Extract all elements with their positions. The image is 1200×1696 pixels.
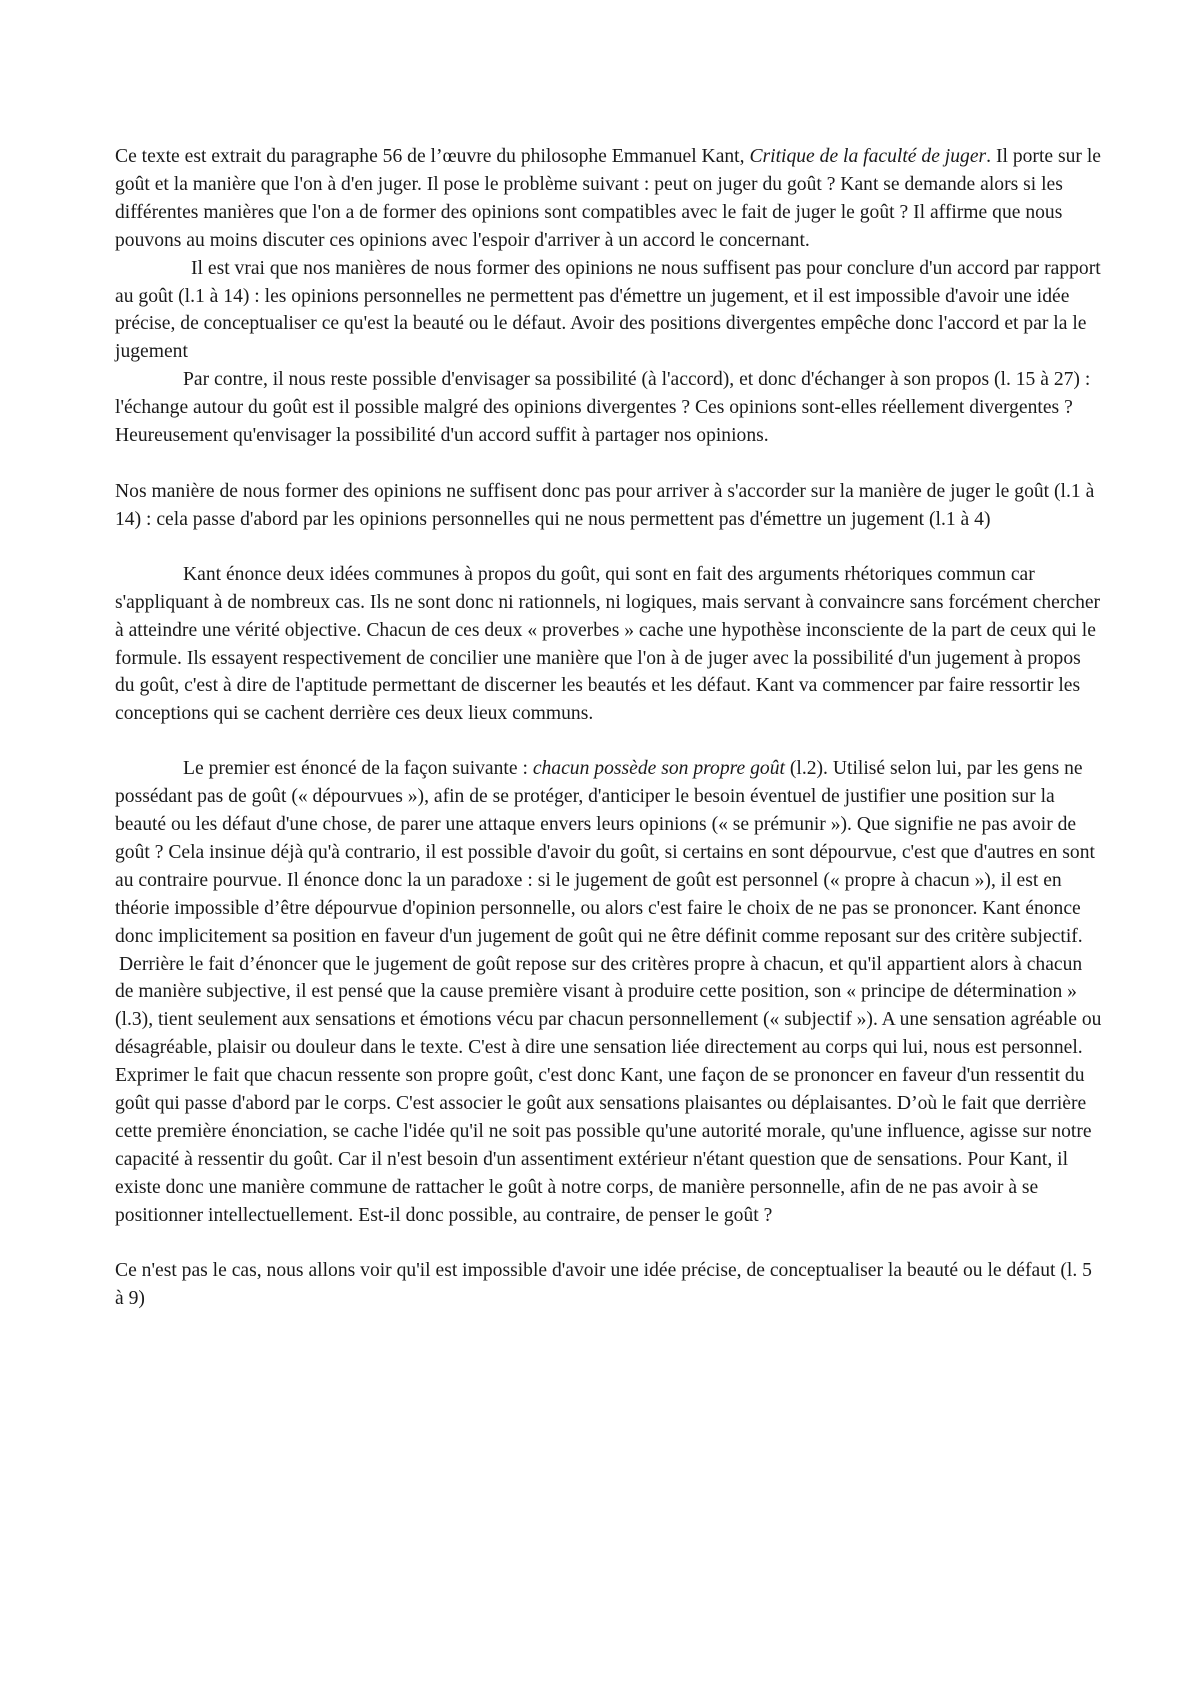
document-body [115, 143, 1105, 1312]
book-title: Critique de la faculté de juger [749, 146, 987, 167]
spacer [115, 450, 1105, 478]
first-idea-intro: Le premier est énoncé de la façon suivante : [183, 758, 533, 780]
paragraph-thesis-part-1: Il est vrai que nos manières de nous former des opinions ne nous suffisent pas pour conclure d'un accord par rapport au goût (l.1 à 14) : les opinions personnelles ne permettent pas d'émettre un jugement, et il est impossible d'avoir une idée précise, de conceptualiser ce qu'est la beauté ou le défaut. Avoir des positions divergentes empêche donc l'accord et par la le jugement [115, 257, 1101, 363]
spacer [115, 728, 1105, 755]
paragraph-section-heading: Nos manière de nous former des opinions ne suffisent donc pas pour arriver à s'accorder sur la manière de juger le goût (l.1 à 14) : cela passe d'abord par les opinions personnelles qui ne nous permettent pas d'émettre un jugement (l.1 à 4) [115, 480, 1095, 530]
paragraph-conclusion-transition: Ce n'est pas le cas, nous allons voir qu'il est impossible d'avoir une idée précise, de conceptualiser la beauté ou le défaut (l. 5 à 9) [115, 1259, 1092, 1309]
intro-text: Ce texte est extrait du paragraphe 56 de l’œuvre du philosophe Emmanuel Kant, [115, 146, 750, 167]
paragraph-thesis-part-2: Par contre, il nous reste possible d'envisager sa possibilité (à l'accord), et donc d'échanger à son propos (l. 15 à 27) : l'échange autour du goût est il possible malgré des opinions divergentes ? Ces opinions sont-elles réellement divergentes ? Heureusement qu'envisager la possibilité d'un accord suffit à partager nos opinions. [115, 369, 1091, 447]
paragraph-common-ideas: Kant énonce deux idées communes à propos du goût, qui sont en fait des arguments rhétoriques commun car s'appliquant à de nombreux cas. Ils ne sont donc ni rationnels, ni logiques, mais servant à convaincre sans forcément chercher à atteindre une vérité objective. Chacun de ces deux « proverbes » cache une hypothèse inconsciente de la part de ceux qui le formule. Ils essayent respectivement de concilier une manière que l'on à de juger avec la possibilité d'un jugement à propos du goût, c'est à dire de l'aptitude permettant de discerner les beautés et les défaut. Kant va commencer par faire ressortir les conceptions qui se cachent derrière ces deux lieux communs. [115, 563, 1101, 725]
paragraph-subjective-criteria: Derrière le fait d’énoncer que le jugement de goût repose sur des critères propre à chacun, et qu'il appartient alors à chacun de manière subjective, il est pensé que la cause première visant à produire cette position, son « principe de détermination » (l.3), tient seulement aux sensations et émotions vécu par chacun personnellement (« subjectif »). A une sensation agréable ou désagréable, plaisir ou douleur dans le texte. C'est à dire une sensation liée directement au corps qui lui, nous est personnel. Exprimer le fait que chacun ressente son propre goût, c'est donc Kant, une façon de se prononcer en faveur d'un ressentit du goût qui passe d'abord par le corps. C'est associer le goût aux sensations plaisantes ou déplaisantes. D’où le fait que derrière cette première énonciation, se cache l'idée qu'il ne soit pas possible qu'une autorité morale, qu'une influence, agisse sur notre capacité à ressentir du goût. Car il n'est besoin d'un assentiment extérieur n'étant question que de sensations. Pour Kant, il existe donc une manière commune de rattacher le goût à notre corps, de manière personnelle, afin de ne pas avoir à se positionner intellectuellement. Est-il donc possible, au contraire, de penser le goût ? [115, 953, 1102, 1226]
intro-rest: . Il porte sur le goût et la manière que l'on à d'en juger. Il pose le problème suivant : peut on juger du goût ? Kant se demande alors si les différentes manières que l'on a de former des opinions sont compatibles avec le fait de juger le goût ? Il affirme que nous pouvons au moins discuter ces opinions avec l'espoir d'arriver à un accord le concernant. [115, 146, 1101, 251]
spacer [115, 534, 1105, 561]
first-idea-quote: chacun possède son propre goût [532, 758, 785, 780]
spacer [115, 1230, 1105, 1257]
paragraph-intro [115, 143, 1105, 255]
paragraph-first-idea [115, 755, 1105, 950]
first-idea-rest: (l.2). Utilisé selon lui, par les gens ne possédant pas de goût (« dépourvues »), afin de se protéger, d'anticiper le besoin éventuel de justifier une position sur la beauté ou les défaut d'une chose, de parer une attaque envers leurs opinions (« se prémunir »). Que signifie ne pas avoir de goût ? Cela insinue déjà qu'à contrario, il est possible d'avoir du goût, si certains en sont dépourvue, c'est que d'autres en sont au contraire pourvue. Il énonce donc la un paradoxe : si le jugement de goût est personnel (« propre à chacun »), il est en théorie impossible d’être dépourvue d'opinion personnelle, ou alors c'est faire le choix de ne pas se prononcer. Kant énonce donc implicitement sa position en faveur d'un jugement de goût qui ne être définit comme reposant sur des critère subjectif. [115, 758, 1095, 947]
